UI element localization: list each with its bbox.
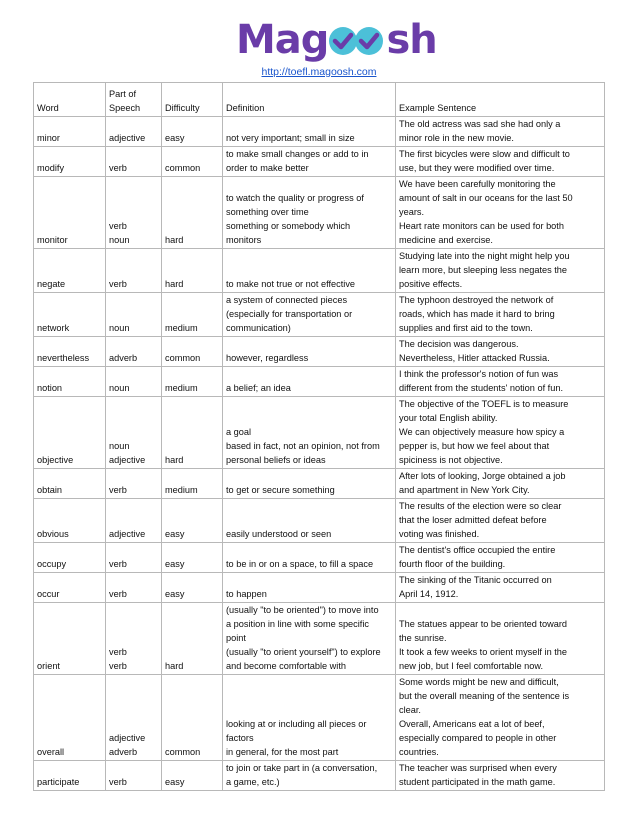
cell-example-sentence-line: Heart rate monitors can be used for both — [399, 221, 564, 231]
table-row — [34, 761, 605, 791]
header-word: Word — [34, 83, 106, 117]
cell-definition-line: easily understood or seen — [226, 529, 332, 539]
cell-difficulty: easy — [162, 573, 223, 603]
cell-definition — [223, 543, 396, 573]
magoosh-logo — [236, 18, 437, 62]
cell-word: orient — [34, 603, 106, 675]
cell-example-sentence — [396, 249, 605, 293]
cell-part-of-speech-line: adverb — [109, 353, 138, 363]
cell-word: participate — [34, 761, 106, 791]
cell-definition-line: a system of connected pieces — [226, 295, 348, 305]
table-body — [34, 117, 605, 791]
table-row — [34, 249, 605, 293]
cell-definition-line: to make small changes or add to in — [226, 149, 369, 159]
cell-example-sentence — [396, 147, 605, 177]
cell-example-sentence — [396, 499, 605, 543]
header-example-sentence: Example Sentence — [396, 83, 605, 117]
table-row — [34, 177, 605, 249]
header-pos-line: Part of — [109, 89, 137, 99]
site-url — [0, 66, 638, 78]
cell-example-sentence-line: We can objectively measure how spicy a — [399, 427, 565, 437]
cell-example-sentence-line: that the loser admitted defeat before — [399, 515, 547, 525]
cell-example-sentence-line: learn more, but sleeping less negates the — [399, 265, 568, 275]
cell-difficulty: hard — [162, 603, 223, 675]
cell-example-sentence-line: April 14, 1912. — [399, 589, 459, 599]
cell-definition — [223, 603, 396, 675]
cell-example-sentence-line: The results of the election were so clear — [399, 501, 562, 511]
cell-definition-line: to happen — [226, 589, 267, 599]
cell-part-of-speech — [106, 367, 162, 397]
cell-definition — [223, 117, 396, 147]
cell-word: notion — [34, 367, 106, 397]
cell-part-of-speech-line: verb — [109, 559, 127, 569]
cell-difficulty: medium — [162, 367, 223, 397]
cell-example-sentence-line: especially compared to people in other — [399, 733, 557, 743]
cell-example-sentence-line: Nevertheless, Hitler attacked Russia. — [399, 353, 550, 363]
cell-part-of-speech — [106, 603, 162, 675]
cell-example-sentence-line: The first bicycles were slow and difficult to — [399, 149, 570, 159]
cell-definition-line: to watch the quality or progress of — [226, 193, 364, 203]
cell-example-sentence-line: Some words might be new and difficult, — [399, 677, 559, 687]
cell-definition — [223, 293, 396, 337]
cell-example-sentence-line: Studying late into the night might help you — [399, 251, 570, 261]
cell-part-of-speech-line: adjective — [109, 529, 146, 539]
cell-word: monitor — [34, 177, 106, 249]
cell-word: network — [34, 293, 106, 337]
cell-word: occur — [34, 573, 106, 603]
cell-example-sentence — [396, 293, 605, 337]
cell-part-of-speech — [106, 675, 162, 761]
cell-example-sentence-line: The objective of the TOEFL is to measure — [399, 399, 569, 409]
cell-example-sentence-line: The typhoon destroyed the network of — [399, 295, 554, 305]
cell-part-of-speech-line: noun — [109, 235, 130, 245]
cell-example-sentence — [396, 603, 605, 675]
cell-part-of-speech-line: verb — [109, 163, 127, 173]
table-row — [34, 367, 605, 397]
cell-definition-line: point — [226, 633, 246, 643]
cell-example-sentence-line: The old actress was sad she had only a — [399, 119, 561, 129]
cell-definition — [223, 499, 396, 543]
cell-part-of-speech-line: noun — [109, 383, 130, 393]
cell-word: negate — [34, 249, 106, 293]
table-header-row — [34, 83, 605, 117]
cell-example-sentence-line: We have been carefully monitoring the — [399, 179, 556, 189]
cell-example-sentence-line: roads, which has made it hard to bring — [399, 309, 555, 319]
cell-part-of-speech-line: verb — [109, 485, 127, 495]
cell-example-sentence-line: It took a few weeks to orient myself in the — [399, 647, 568, 657]
cell-example-sentence — [396, 397, 605, 469]
cell-difficulty: easy — [162, 499, 223, 543]
cell-definition — [223, 761, 396, 791]
cell-example-sentence-line: your total English ability. — [399, 413, 498, 423]
header-part-of-speech — [106, 83, 162, 117]
table-row — [34, 337, 605, 367]
cell-part-of-speech-line: adjective — [109, 455, 146, 465]
cell-example-sentence-line: The decision was dangerous. — [399, 339, 519, 349]
cell-example-sentence-line: the sunrise. — [399, 633, 447, 643]
table-row — [34, 117, 605, 147]
table-row — [34, 293, 605, 337]
cell-definition — [223, 573, 396, 603]
cell-definition-line: not very important; small in size — [226, 133, 355, 143]
cell-part-of-speech — [106, 147, 162, 177]
cell-example-sentence-line: countries. — [399, 747, 439, 757]
cell-example-sentence-line: I think the professor's notion of fun was — [399, 369, 559, 379]
cell-example-sentence-line: clear. — [399, 705, 421, 715]
cell-definition-line: monitors — [226, 235, 262, 245]
cell-example-sentence-line: voting was finished. — [399, 529, 480, 539]
cell-difficulty: common — [162, 337, 223, 367]
cell-part-of-speech-line: noun — [109, 323, 130, 333]
cell-difficulty: common — [162, 675, 223, 761]
cell-example-sentence-line: positive effects. — [399, 279, 463, 289]
cell-part-of-speech — [106, 499, 162, 543]
cell-definition-line: personal beliefs or ideas — [226, 455, 326, 465]
logo-text-left: Mag — [236, 17, 329, 63]
cell-word: occupy — [34, 543, 106, 573]
cell-definition-line: to be in or on a space, to fill a space — [226, 559, 374, 569]
cell-example-sentence-line: student participated in the math game. — [399, 777, 556, 787]
cell-definition-line: communication) — [226, 323, 291, 333]
cell-definition-line: a game, etc.) — [226, 777, 280, 787]
cell-definition-line: (usually "to orient yourself") to explore — [226, 647, 381, 657]
cell-example-sentence — [396, 117, 605, 147]
cell-example-sentence-line: The sinking of the Titanic occurred on — [399, 575, 552, 585]
cell-part-of-speech-line: noun — [109, 441, 130, 451]
table-row — [34, 603, 605, 675]
cell-example-sentence — [396, 337, 605, 367]
cell-example-sentence-line: years. — [399, 207, 425, 217]
site-link[interactable]: http://toefl.magoosh.com — [261, 66, 377, 78]
cell-difficulty: medium — [162, 469, 223, 499]
cell-word: objective — [34, 397, 106, 469]
cell-example-sentence-line: different from the students' notion of fun. — [399, 383, 563, 393]
cell-definition-line: to make not true or not effective — [226, 279, 356, 289]
table-row — [34, 469, 605, 499]
cell-definition-line: to join or take part in (a conversation, — [226, 763, 378, 773]
cell-example-sentence-line: new job, but I feel comfortable now. — [399, 661, 544, 671]
header-definition: Definition — [223, 83, 396, 117]
table-row — [34, 147, 605, 177]
cell-example-sentence-line: spiciness is not objective. — [399, 455, 503, 465]
table-row — [34, 675, 605, 761]
cell-example-sentence-line: but the overall meaning of the sentence is — [399, 691, 570, 701]
cell-difficulty: hard — [162, 397, 223, 469]
cell-definition-line: (especially for transportation or — [226, 309, 353, 319]
cell-example-sentence — [396, 367, 605, 397]
cell-difficulty: easy — [162, 761, 223, 791]
cell-part-of-speech — [106, 397, 162, 469]
cell-definition-line: a position in line with some specific — [226, 619, 369, 629]
table-row — [34, 543, 605, 573]
cell-word: nevertheless — [34, 337, 106, 367]
cell-definition-line: something or somebody which — [226, 221, 351, 231]
cell-difficulty: easy — [162, 543, 223, 573]
cell-part-of-speech-line: adverb — [109, 747, 138, 757]
cell-example-sentence-line: After lots of looking, Jorge obtained a job — [399, 471, 566, 481]
cell-example-sentence-line: pepper is, but how we feel about that — [399, 441, 550, 451]
cell-definition-line: to get or secure something — [226, 485, 335, 495]
table-row — [34, 573, 605, 603]
cell-part-of-speech — [106, 543, 162, 573]
cell-example-sentence — [396, 177, 605, 249]
cell-definition-line: factors — [226, 733, 254, 743]
cell-part-of-speech-line: verb — [109, 279, 127, 289]
cell-part-of-speech-line: verb — [109, 647, 127, 657]
cell-definition — [223, 469, 396, 499]
cell-definition — [223, 675, 396, 761]
cell-part-of-speech — [106, 573, 162, 603]
cell-definition — [223, 249, 396, 293]
cell-example-sentence-line: amount of salt in our oceans for the last 50 — [399, 193, 573, 203]
cell-definition-line: however, regardless — [226, 353, 309, 363]
cell-definition-line: something over time — [226, 207, 309, 217]
logo-text-right: sh — [386, 17, 437, 63]
cell-part-of-speech-line: adjective — [109, 133, 146, 143]
cell-example-sentence — [396, 573, 605, 603]
cell-word: overall — [34, 675, 106, 761]
cell-part-of-speech-line: verb — [109, 777, 127, 787]
cell-definition — [223, 147, 396, 177]
cell-part-of-speech-line: verb — [109, 589, 127, 599]
cell-part-of-speech — [106, 469, 162, 499]
cell-definition-line: based in fact, not an opinion, not from — [226, 441, 380, 451]
cell-definition-line: looking at or including all pieces or — [226, 719, 367, 729]
cell-difficulty: medium — [162, 293, 223, 337]
cell-example-sentence — [396, 543, 605, 573]
cell-example-sentence-line: The statues appear to be oriented toward — [399, 619, 568, 629]
cell-part-of-speech-line: verb — [109, 661, 127, 671]
cell-part-of-speech-line: adjective — [109, 733, 146, 743]
cell-definition — [223, 367, 396, 397]
header-pos-line: Speech — [109, 103, 141, 113]
cell-part-of-speech — [106, 337, 162, 367]
vocabulary-table — [33, 82, 605, 791]
cell-word: minor — [34, 117, 106, 147]
table-row — [34, 499, 605, 543]
cell-definition-line: a goal — [226, 427, 252, 437]
cell-definition — [223, 337, 396, 367]
cell-definition-line: (usually "to be oriented") to move into — [226, 605, 379, 615]
cell-example-sentence-line: The teacher was surprised when every — [399, 763, 557, 773]
cell-definition — [223, 177, 396, 249]
cell-definition-line: in general, for the most part — [226, 747, 339, 757]
cell-example-sentence — [396, 675, 605, 761]
cell-definition-line: order to make better — [226, 163, 309, 173]
cell-part-of-speech — [106, 117, 162, 147]
cell-part-of-speech-line: verb — [109, 221, 127, 231]
cell-example-sentence-line: Overall, Americans eat a lot of beef, — [399, 719, 545, 729]
cell-example-sentence-line: and apartment in New York City. — [399, 485, 530, 495]
cell-part-of-speech — [106, 249, 162, 293]
table-row — [34, 397, 605, 469]
cell-definition-line: and become comfortable with — [226, 661, 347, 671]
cell-difficulty: hard — [162, 249, 223, 293]
cell-part-of-speech — [106, 761, 162, 791]
header-difficulty: Difficulty — [162, 83, 223, 117]
cell-example-sentence — [396, 761, 605, 791]
cell-part-of-speech — [106, 177, 162, 249]
cell-difficulty: easy — [162, 117, 223, 147]
cell-part-of-speech — [106, 293, 162, 337]
cell-example-sentence-line: use, but they were modified over time. — [399, 163, 555, 173]
cell-definition-line: a belief; an idea — [226, 383, 291, 393]
cell-word: modify — [34, 147, 106, 177]
cell-word: obtain — [34, 469, 106, 499]
cell-difficulty: common — [162, 147, 223, 177]
cell-example-sentence-line: medicine and exercise. — [399, 235, 493, 245]
cell-difficulty: hard — [162, 177, 223, 249]
cell-definition — [223, 397, 396, 469]
cell-example-sentence-line: minor role in the new movie. — [399, 133, 514, 143]
cell-example-sentence — [396, 469, 605, 499]
double-check-icon — [326, 23, 388, 57]
cell-word: obvious — [34, 499, 106, 543]
cell-example-sentence-line: The dentist's office occupied the entire — [399, 545, 556, 555]
cell-example-sentence-line: fourth floor of the building. — [399, 559, 506, 569]
cell-example-sentence-line: supplies and first aid to the town. — [399, 323, 533, 333]
